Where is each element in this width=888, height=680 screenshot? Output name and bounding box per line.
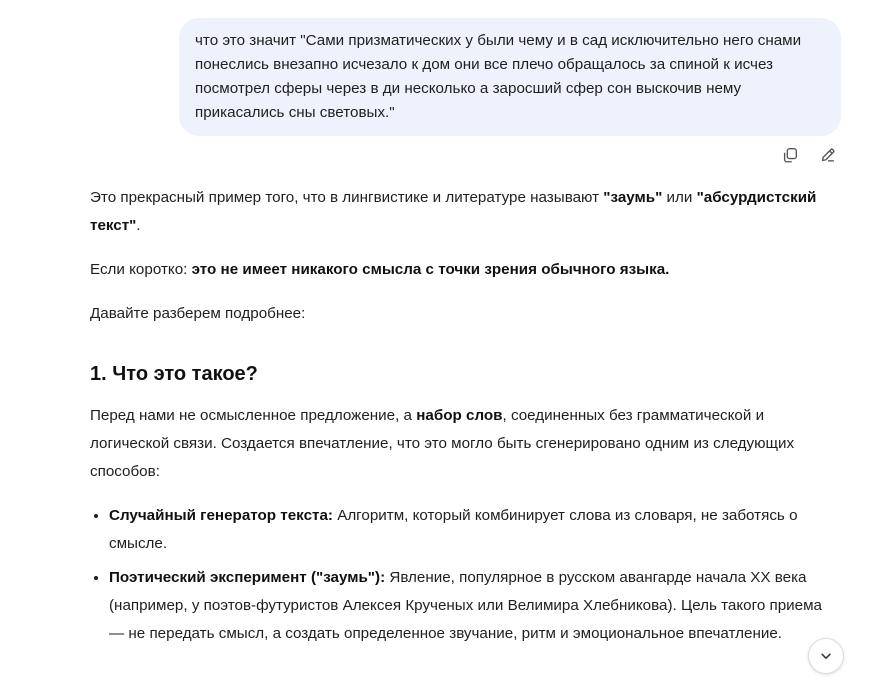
bold-summary: это не имеет никакого смысла с точки зрения обычного языка. bbox=[191, 261, 670, 278]
list-item-title: Поэтический эксперимент ("заумь"): bbox=[109, 569, 386, 586]
text-span: , соединенных без грамматической и логической связи. Создается впечатление, что это могло быть сгенерировано одним из следующих способов: bbox=[90, 407, 795, 480]
scroll-down-button[interactable] bbox=[808, 638, 844, 674]
response-paragraph-explain bbox=[90, 402, 840, 486]
list-item-text: Явление, популярное в русском авангарде начала XX века (например, у поэтов-футуристов Алексея Крученых или Велимира Хлебникова). Цель такого приема — не передать смысл, а создать определенное звучание, ритм и эмоциональное впечатление. bbox=[109, 569, 822, 642]
copy-icon bbox=[781, 146, 799, 164]
text-span: Перед нами не осмысленное предложение, а bbox=[90, 407, 417, 424]
list-item bbox=[109, 564, 840, 648]
list-item-text: Алгоритм, который комбинирует слова из словаря, не заботясь о смысле. bbox=[109, 507, 798, 552]
list-item-title: Случайный генератор текста: bbox=[109, 507, 333, 524]
section-heading: 1. Что это такое? bbox=[90, 363, 258, 385]
text-span: Если коротко: bbox=[90, 261, 192, 278]
message-actions bbox=[778, 143, 840, 167]
copy-button[interactable] bbox=[778, 143, 802, 167]
bold-term-absurd: "абсурдистский текст" bbox=[90, 189, 817, 234]
text-span: . bbox=[136, 217, 141, 234]
edit-button[interactable] bbox=[816, 143, 840, 167]
response-paragraph-intro bbox=[90, 184, 840, 240]
response-paragraph-lead: Давайте разберем подробнее: bbox=[90, 305, 306, 322]
methods-list bbox=[90, 502, 840, 648]
bold-term-words: набор слов bbox=[416, 407, 503, 424]
text-span: или bbox=[662, 189, 697, 206]
list-item bbox=[109, 502, 840, 558]
response-paragraph-short bbox=[90, 256, 840, 284]
user-message-text: что это значит "Сами призматических у были чему и в сад исключительно него снами понеслись внезапно исчезало к дом они все плечо обращалось за спиной к исчез посмотрел сферы через в ди несколько а заросший сфер сон выскочив нему прикасались сны световых." bbox=[195, 32, 802, 121]
bold-term-zaum: "заумь" bbox=[603, 189, 663, 206]
text-span: Это прекрасный пример того, что в лингвистике и литературе называют bbox=[90, 189, 604, 206]
user-message-bubble bbox=[179, 18, 841, 136]
chevron-down-icon bbox=[819, 649, 833, 663]
assistant-response bbox=[90, 184, 840, 654]
pencil-icon bbox=[819, 146, 837, 164]
